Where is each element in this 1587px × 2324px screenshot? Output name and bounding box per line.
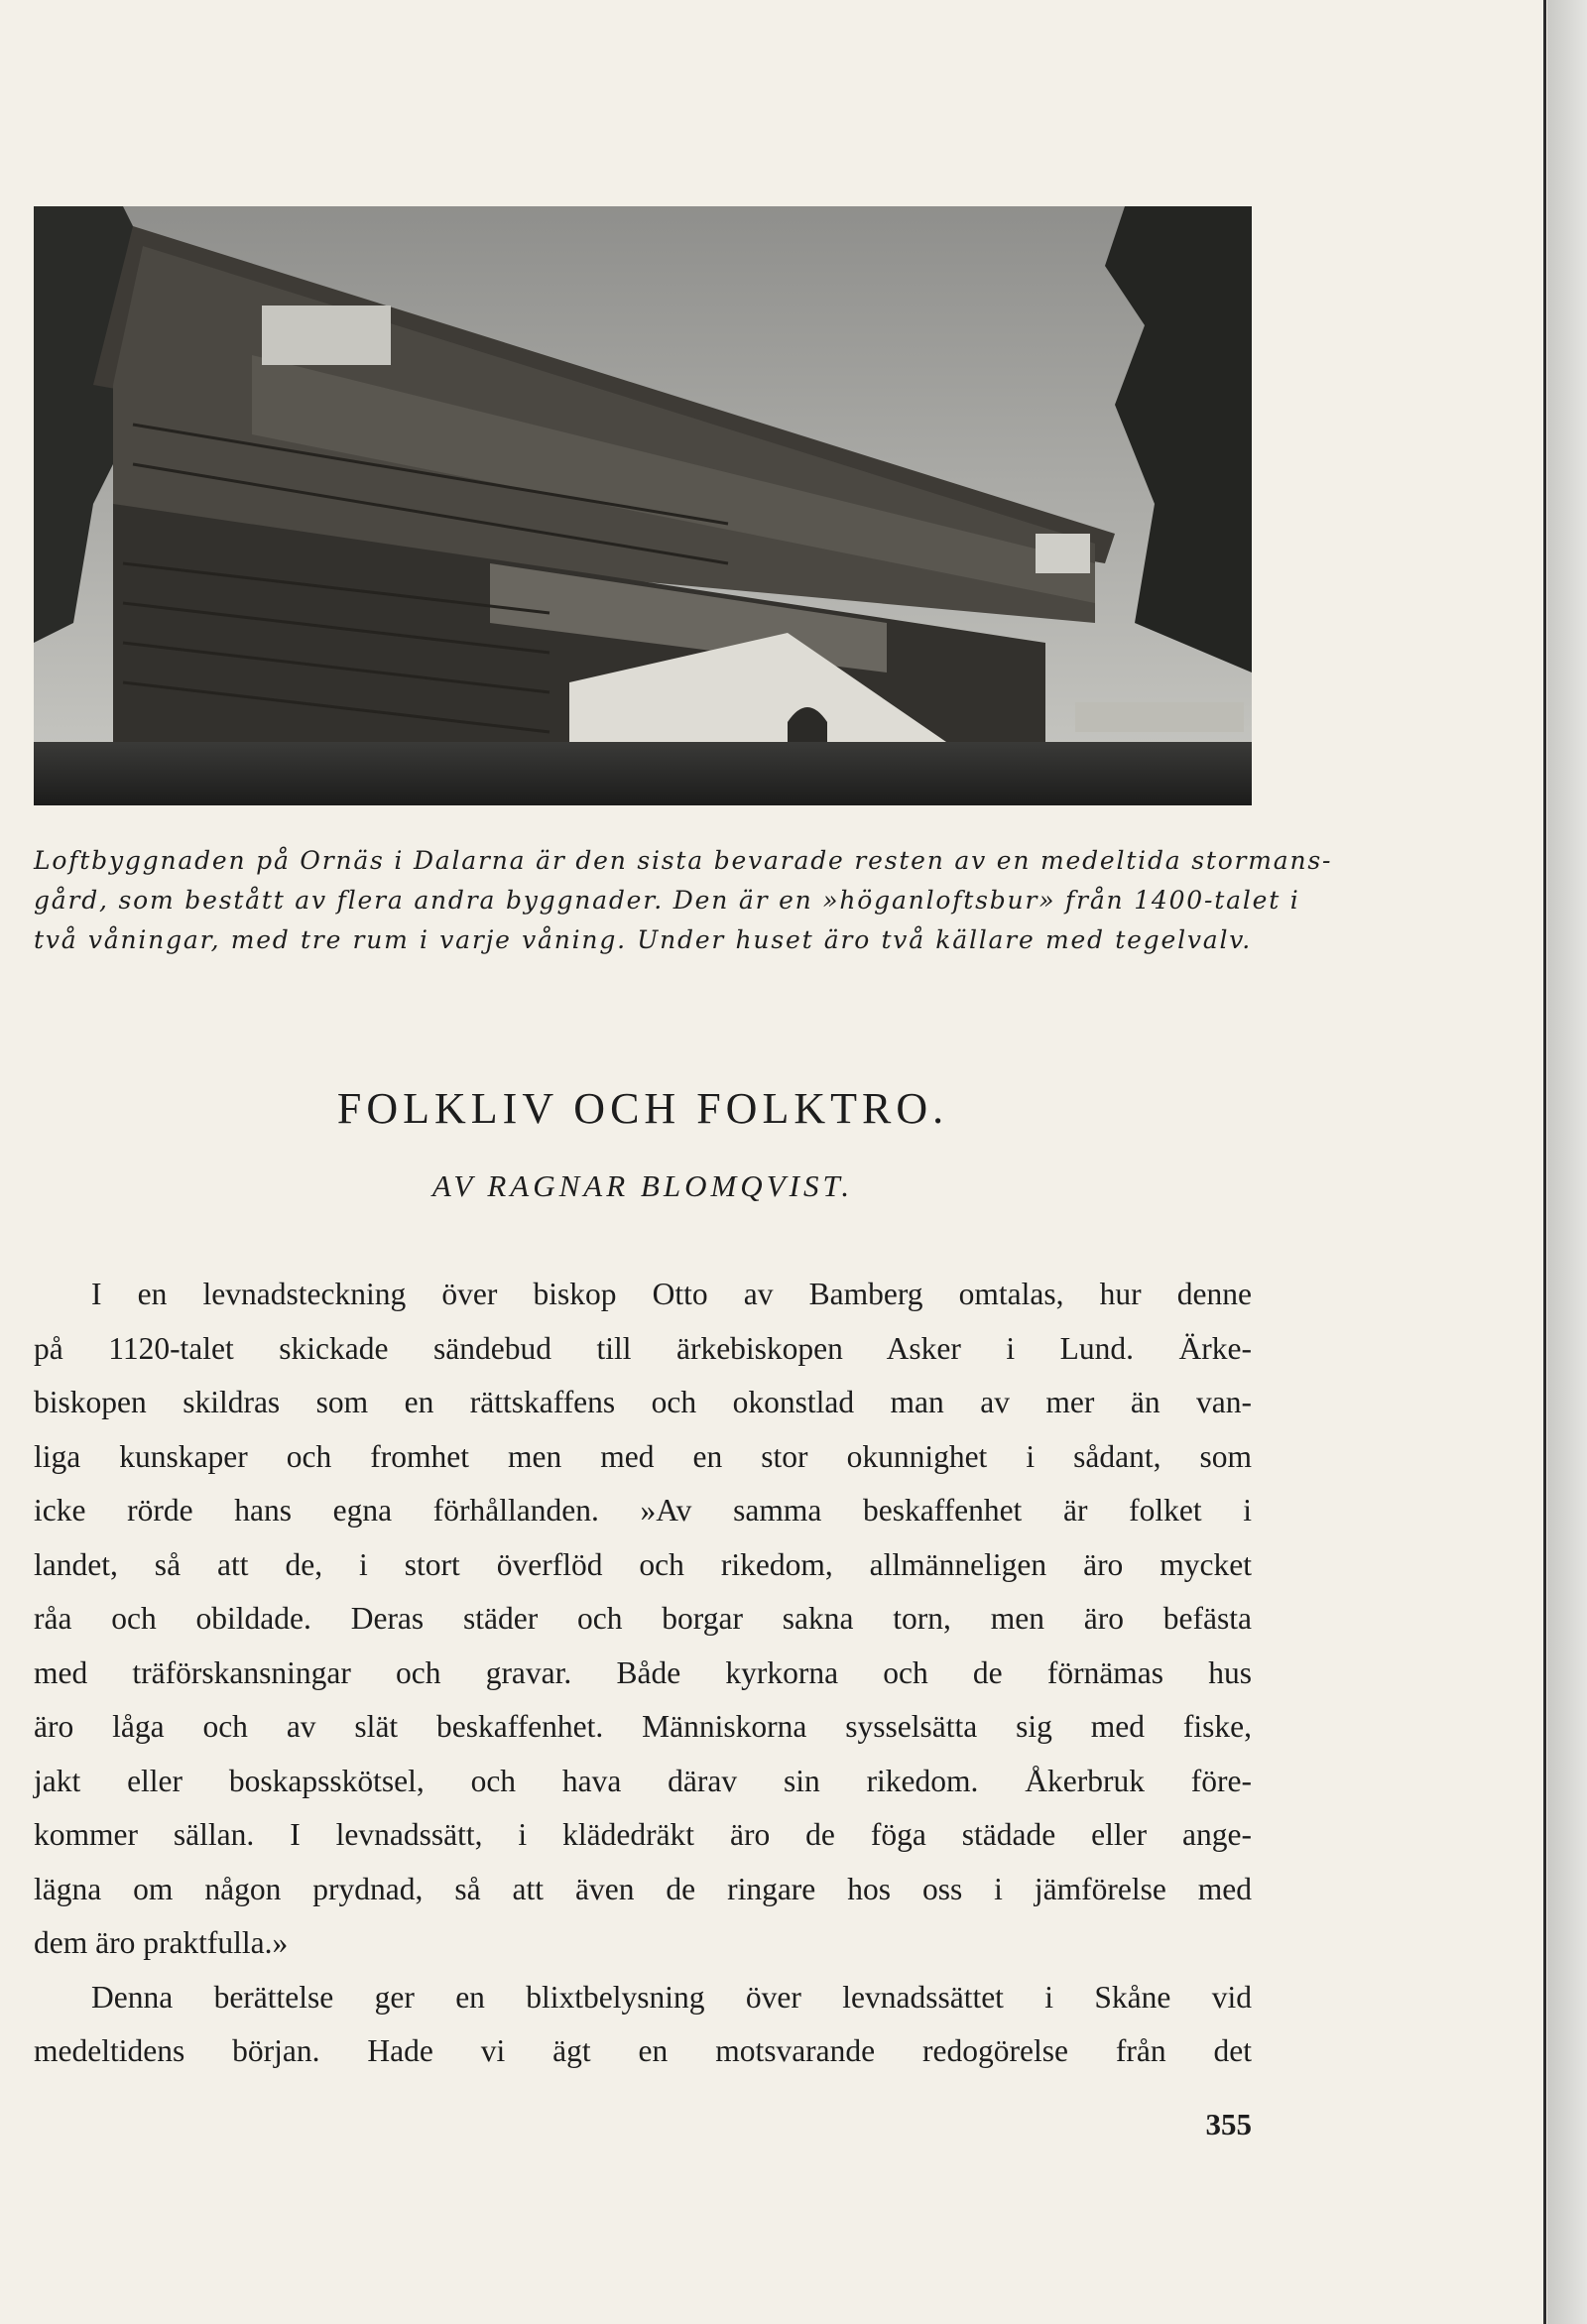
figure-caption — [34, 841, 1333, 960]
text-line: I en levnadsteckning över biskop Otto av Bamberg omtalas, hur denne — [91, 1277, 1252, 1311]
photo-loftbuilding — [34, 206, 1252, 805]
page-number: 355 — [1205, 2107, 1252, 2141]
page-edge — [1543, 0, 1546, 2324]
scan-margin — [1547, 0, 1587, 2324]
text-line: lägna om någon prydnad, så att även de ringare hos oss i jämförelse med — [34, 1871, 1252, 1906]
text-line: kommer sällan. I levnadssätt, i klädedräkt äro de föga städade eller ange- — [34, 1817, 1252, 1852]
building-illustration — [34, 206, 1252, 805]
caption-line: Loftbyggnaden på Ornäs i Dalarna är den sista bevarade resten av en medeltida stormans- — [34, 846, 1333, 875]
text-line: råa och obildade. Deras städer och borgar sakna torn, men äro befästa — [34, 1601, 1252, 1636]
text-line: Denna berättelse ger en blixtbelysning över levnadssättet i Skåne vid — [91, 1979, 1252, 2015]
text-line: landet, så att de, i stort överflöd och rikedom, allmänneligen äro mycket — [34, 1546, 1252, 1582]
text-line: liga kunskaper och fromhet men med en stor okunnighet i sådant, som — [34, 1438, 1252, 1474]
text-line: äro låga och av slät beskaffenhet. Människorna sysselsätta sig med fiske, — [34, 1709, 1252, 1744]
text-line: på 1120-talet skickade sändebud till ärkebiskopen Asker i Lund. Ärke- — [34, 1330, 1252, 1366]
caption-line: två våningar, med tre rum i varje våning. Under huset äro två källare med tegelvalv. — [34, 925, 1252, 954]
article-body — [34, 1268, 1252, 2079]
text-line: med träförskansningar och gravar. Både kyrkorna och de förnämas hus — [34, 1654, 1252, 1690]
article-author: AV RAGNAR BLOMQVIST. — [431, 1168, 854, 1203]
text-line: jakt eller boskapsskötsel, och hava därav sin rikedom. Åkerbruk före- — [34, 1763, 1252, 1798]
text-line: medeltidens början. Hade vi ägt en motsvarande redogörelse från det — [34, 2033, 1252, 2068]
caption-line: gård, som bestått av flera andra byggnader. Den är en »höganloftsbur» från 1400-talet i — [34, 886, 1300, 915]
text-line: biskopen skildras som en rättskaffens och okonstlad man av mer än van- — [34, 1385, 1252, 1419]
article-title: FOLKLIV OCH FOLKTRO. — [336, 1084, 949, 1133]
text-line: icke rörde hans egna förhållanden. »Av samma beskaffenhet är folket i — [34, 1493, 1252, 1528]
text-line: dem äro praktfulla.» — [34, 1925, 289, 1960]
